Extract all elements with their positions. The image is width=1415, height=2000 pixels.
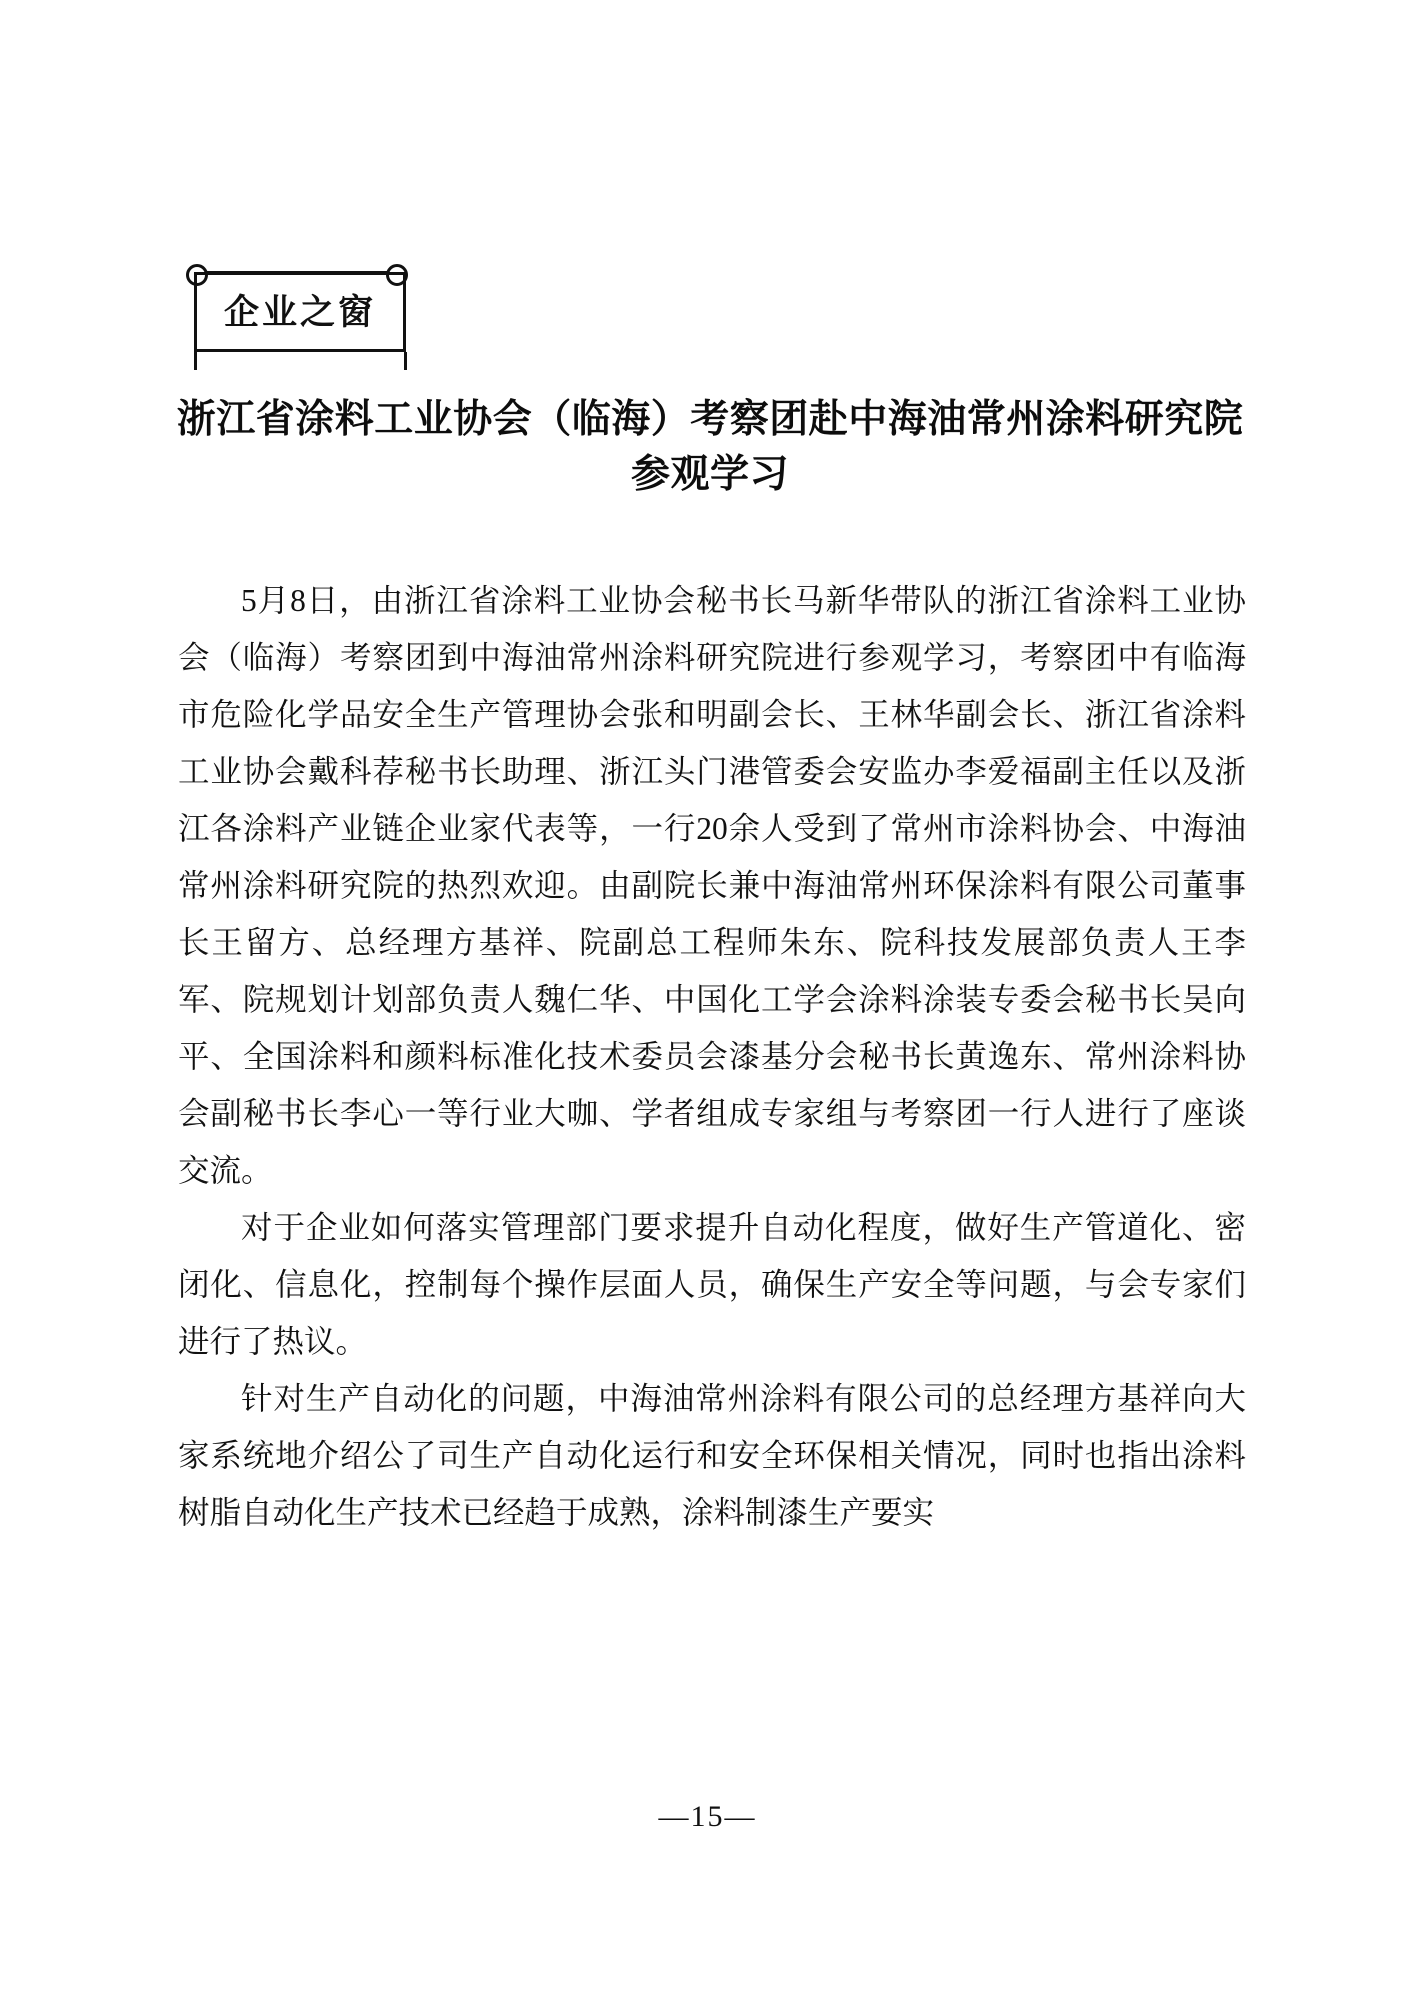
banner-frame [194,272,406,352]
banner-tail-left [194,352,197,370]
page-title: 浙江省涂料工业协会（临海）考察团赴中海油常州涂料研究院参观学习 [176,398,1244,497]
banner-tail-right [404,352,407,370]
article-body [178,572,1246,1541]
section-banner [178,262,438,362]
paragraph-2: 对于企业如何落实管理部门要求提升自动化程度，做好生产管道化、密闭化、信息化，控制每个操作层面人员，确保生产安全等问题，与会专家们进行了热议。 [178,1210,1246,1359]
section-banner-label: 企业之窗 [223,292,376,332]
paragraph-1: 5月8日，由浙江省涂料工业协会秘书长马新华带队的浙江省涂料工业协会（临海）考察团到中海油常州涂料研究院进行参观学习，考察团中有临海市危险化学品安全生产管理协会张和明副会长、王林华副会长、浙江省涂料工业协会戴科荐秘书长助理、浙江头门港管委会安监办李爱福副主任以及浙江各涂料产业链企业家代表等，一行20余人受到了常州市涂料协会、中海油常州涂料研究院的热烈欢迎。由副院长兼中海油常州环保涂料有限公司董事长王留方、总经理方基祥、院副总工程师朱东、院科技发展部负责人王李军、院规划计划部负责人魏仁华、中国化工学会涂料涂装专委会秘书长吴向平、全国涂料和颜料标准化技术委员会漆基分会秘书长黄逸东、常州涂料协会副秘书长李心一等行业大咖、学者组成专家组与考察团一行人进行了座谈交流。 [178,583,1246,1188]
paragraph-3: 针对生产自动化的问题，中海油常州涂料有限公司的总经理方基祥向大家系统地介绍公了司生产自动化运行和安全环保相关情况，同时也指出涂料树脂自动化生产技术已经趋于成熟，涂料制漆生产要实 [178,1381,1246,1530]
page-number: —15— [658,1800,757,1833]
